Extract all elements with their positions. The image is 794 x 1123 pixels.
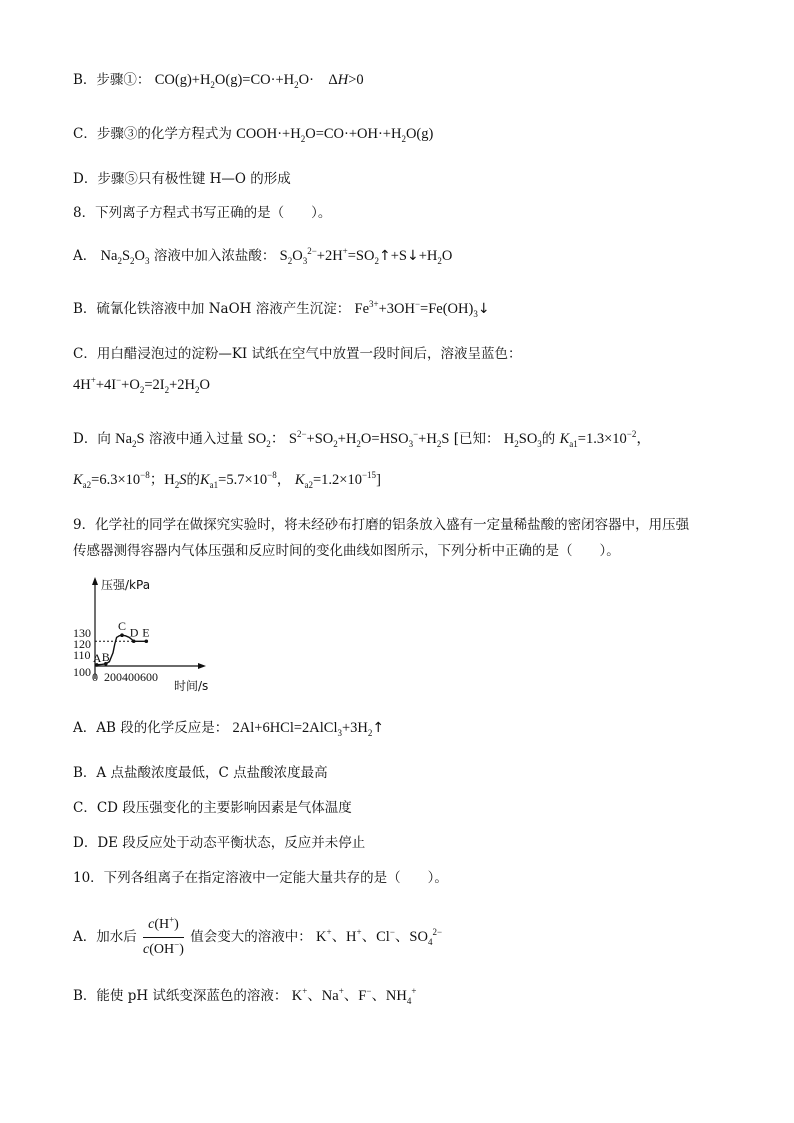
point-label-c: C <box>118 619 127 634</box>
y-axis-label: 压强/kPa <box>101 578 151 592</box>
q8-d-label: D．向 <box>73 431 111 447</box>
q9-stem-line2: 传感器测得容器内气体压强和反应时间的变化曲线如图所示，下列分析中正确的是（ ）。 <box>73 543 620 559</box>
y-tick-label: 120 <box>73 637 91 651</box>
q8-d-of: 的 <box>541 431 556 447</box>
q10-stem: 10．下列各组离子在指定溶液中一定能大量共存的是（ ）。 <box>73 870 448 886</box>
q9-option-b: B．A 点盐酸浓度最低，C 点盐酸浓度最高 <box>73 765 328 781</box>
q8-b-equation: $Fe^{3+}+3OH^-=Fe(OH)_3↓$ <box>354 299 490 319</box>
q7-option-d: D．步骤⑤只有极性键 H—O 的形成 <box>73 171 291 187</box>
q7-option-c <box>73 124 433 144</box>
x-tick-label: 0 <box>92 670 98 684</box>
q9-option-a <box>73 718 384 738</box>
q10-b-label: B．能使 pH 试纸变深蓝色的溶液： <box>73 988 288 1004</box>
q9-stem-line1: 9．化学社的同学在做探究实验时，将未经砂布打磨的铝条放入盛有一定量稀盐酸的密闭容器中，用压强 <box>73 517 690 533</box>
y-tick-label: 130 <box>73 626 91 640</box>
q8-d-constants: $K_{a2}=6.3\times 10^{-8}$；$H_2S$的$K_{a1}=5.7\times 10^{-8}$， $K_{a2}=1.2\times 10^{-15}$] <box>73 470 381 490</box>
q8-a-mid: 溶液中加入浓盐酸： <box>153 248 276 264</box>
point-label-b: B <box>101 649 110 664</box>
q9-a-label: A．AB 段的化学反应是： <box>73 720 229 736</box>
q8-a-equation: $S_2O_3^{2-}+2H^+=SO_2↑+S↓+H_2O$ <box>279 246 453 266</box>
pressure-time-chart <box>73 574 223 694</box>
y-tick-label: 100 <box>73 665 91 679</box>
point-label-d: D <box>129 625 139 640</box>
point-d <box>132 639 136 643</box>
q8-option-d: D．向 $Na_2S$ 溶液中通入过量 $SO_2$： $S^{2-}+SO_2+H_2O=HSO_3^-+H_2S$ [已知： $H_2SO_3$的 $K_{a1}=1.3\times 10^{-2}$， <box>73 429 651 449</box>
q7-c-equation: $COOH\cdot+H_2O=CO\cdot+OH\cdot+H_2O(g)$ <box>236 126 434 144</box>
q9-a-equation: $2Al+6HCl=2AlCl_3+3H_2↑$ <box>232 720 385 738</box>
q10-option-b <box>73 986 416 1006</box>
point-label-e: E <box>142 625 150 640</box>
q8-c-equation: $4H^++4I^-+O_2=2I_2+2H_2O$ <box>73 375 210 395</box>
q8-option-a <box>73 246 452 266</box>
q7-c-label: C．步骤③的化学方程式为 <box>73 126 232 142</box>
point-e <box>145 639 149 643</box>
y-tick-label: 110 <box>73 648 91 662</box>
q7-option-b <box>73 70 364 90</box>
q10-option-a <box>73 914 442 961</box>
x-tick-label: 400 <box>122 670 140 684</box>
q10-b-ions: K+、Na+、F−、$NH_4^+$ <box>291 986 417 1006</box>
q8-d-of2: 的 <box>186 472 200 488</box>
concentration-ratio-fraction: $\frac{c(H^+)}{c(OH^-)}$ <box>143 914 184 957</box>
q10-a-label: A．加水后 <box>73 929 137 945</box>
x-tick-label: 200 <box>104 670 122 684</box>
q10-a-mid: 值会变大的溶液中： <box>190 929 312 945</box>
q8-option-c: C．用白醋浸泡过的淀粉—KI 试纸在空气中放置一段时间后，溶液呈蓝色： <box>73 346 522 362</box>
q8-option-b <box>73 299 490 319</box>
point-label-a: A <box>92 650 102 665</box>
q7-b-equation: $CO(g)+H_2O(g)=CO\cdot+H_2O\cdot$ ΔH>0 <box>154 72 364 90</box>
q9-option-d: D．DE 段反应处于动态平衡状态，反应并未停止 <box>73 835 366 851</box>
q10-a-ions: K+、H+、Cl−、$SO_4^{2-}$ <box>316 927 443 947</box>
q8-d-text: 溶液中通入过量 <box>148 431 244 447</box>
q9-option-c: C．CD 段压强变化的主要影响因素是气体温度 <box>73 800 352 816</box>
q8-b-label: B．硫氰化铁溶液中加 NaOH 溶液产生沉淀： <box>73 301 351 317</box>
x-tick-label: 600 <box>140 670 158 684</box>
point-c <box>120 633 124 637</box>
x-axis-label: 时间/s <box>174 679 209 693</box>
q8-d-known: [已知： <box>453 431 500 447</box>
y-axis-arrow <box>92 577 98 585</box>
q8-a-reagent: $Na_2S_2O_3$ <box>100 248 150 266</box>
q8-a-label: A． <box>73 248 97 264</box>
q8-stem: 8．下列离子方程式书写正确的是（ ）。 <box>73 205 332 221</box>
q7-b-label: B．步骤①： <box>73 72 151 88</box>
x-axis-arrow <box>198 663 206 669</box>
